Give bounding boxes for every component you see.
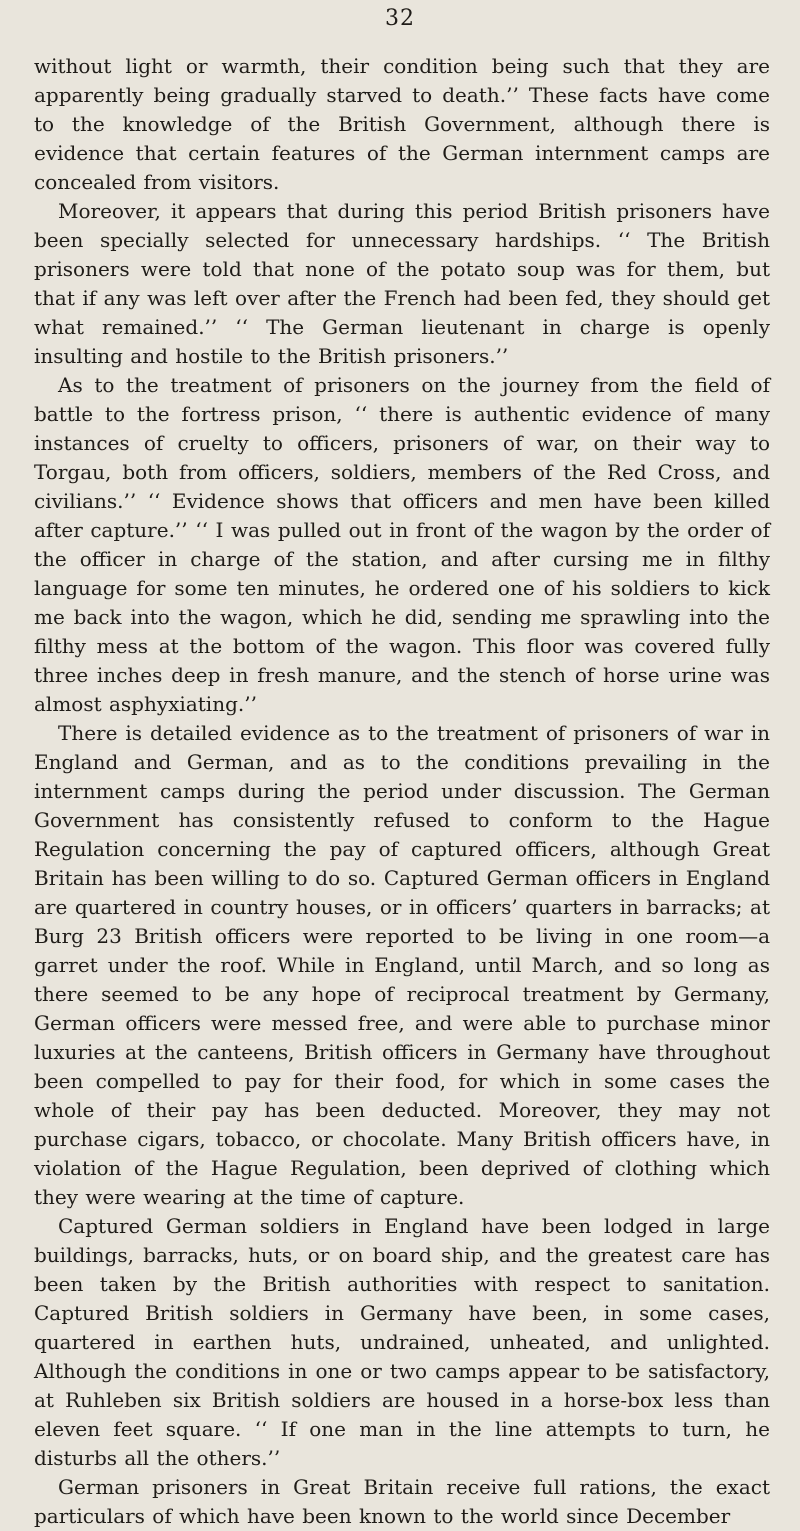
- paragraph-6: German prisoners in Great Britain receive full rations, the exact particulars of which have been known to the world since December: [34, 1475, 770, 1528]
- body-text: [34, 52, 770, 1531]
- paragraph-2: Moreover, it appears that during this period British prisoners have been specially selected for unnecessary hardships. ‘‘ The British prisoners were told that none of the potato soup was for them, but that if any was left over after the French had been fed, they should get what remained.’’ ‘‘ The German lieutenant in charge is openly insulting and hostile to the British prisoners.’’: [34, 199, 770, 368]
- paragraph-3: As to the treatment of prisoners on the journey from the field of battle to the fortress prison, ‘‘ there is authentic evidence of many instances of cruelty to officers, prisoners of war, on their way to Torgau, both from officers, soldiers, members of the Red Cross, and civilians.’’ ‘‘ Evidence shows that officers and men have been killed after capture.’’ ‘‘ I was pulled out in front of the wagon by the order of the officer in charge of the station, and after cursing me in filthy language for some ten minutes, he ordered one of his soldiers to kick me back into the wagon, which he did, sending me sprawling into the filthy mess at the bottom of the wagon. This floor was covered fully three inches deep in fresh manure, and the stench of horse urine was almost asphyxiating.’’: [34, 373, 770, 716]
- paragraph-4: There is detailed evidence as to the treatment of prisoners of war in England and German, and as to the conditions prevailing in the internment camps during the period under discussion. The German Government has consistently refused to conform to the Hague Regulation concerning the pay of captured officers, although Great Britain has been willing to do so. Captured German officers in England are quartered in country houses, or in officers’ quarters in barracks; at Burg 23 British officers were reported to be living in one room—a garret under the roof. While in England, until March, and so long as there seemed to be any hope of reciprocal treatment by Germany, German officers were messed free, and were able to purchase minor luxuries at the canteens, British officers in Germany have throughout been compelled to pay for their food, for which in some cases the whole of their pay has been deducted. Moreover, they may not purchase cigars, tobacco, or chocolate. Many British officers have, in violation of the Hague Regulation, been deprived of clothing which they were wearing at the time of capture.: [34, 721, 770, 1209]
- page-number: 32: [385, 6, 415, 31]
- paragraph-1: without light or warmth, their condition being such that they are apparently being gradually starved to death.’’ These facts have come to the knowledge of the British Government, although there is evidence that certain features of the German internment camps are concealed from visitors.: [34, 54, 770, 194]
- paragraph-5: Captured German soldiers in England have been lodged in large buildings, barracks, huts, or on board ship, and the greatest care has been taken by the British authorities with respect to sanitation. Captured British soldiers in Germany have been, in some cases, quartered in earthen huts, undrained, unheated, and unlighted. Although the conditions in one or two camps appear to be satisfactory, at Ruhleben six British soldiers are housed in a horse-box less than eleven feet square. ‘‘ If one man in the line attempts to turn, he disturbs all the others.’’: [34, 1214, 770, 1470]
